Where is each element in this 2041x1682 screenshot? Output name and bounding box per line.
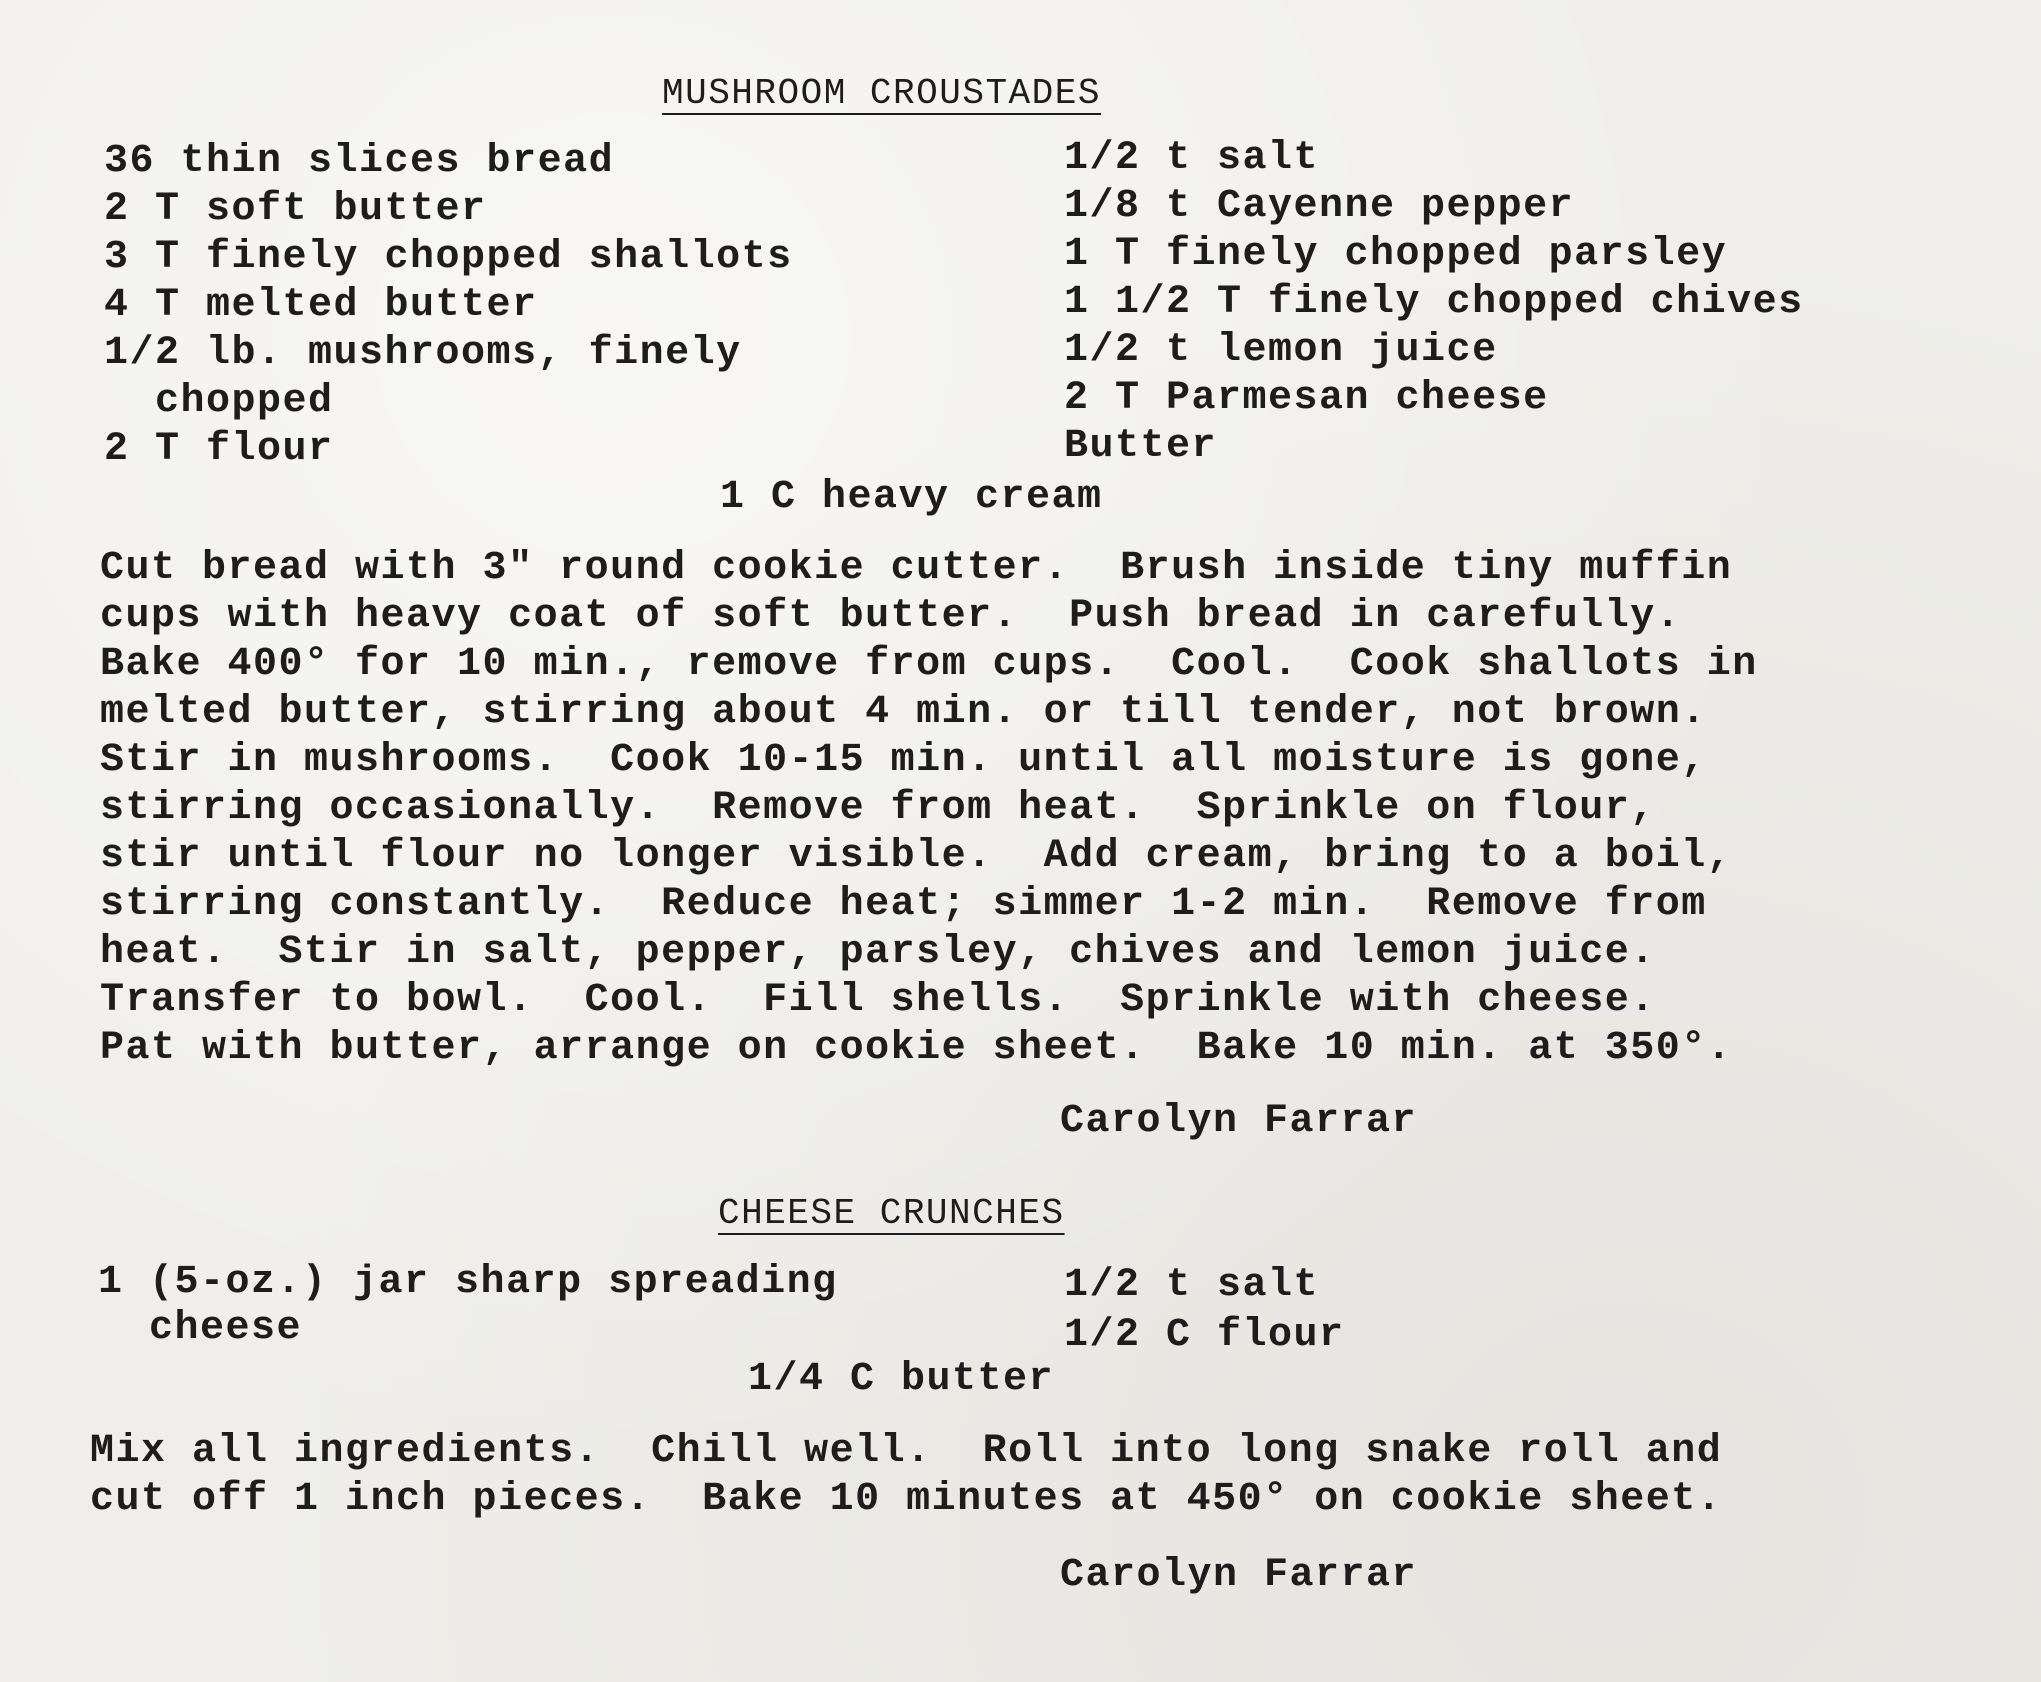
ingredient-item: 1 1/2 T finely chopped chives	[1064, 280, 1804, 325]
ingredient-item: cheese	[98, 1306, 303, 1351]
ingredient-item-center: 1 C heavy cream	[720, 475, 1103, 520]
direction-line: melted butter, stirring about 4 min. or till tender, not brown.	[100, 690, 1707, 735]
direction-line: Cut bread with 3" round cookie cutter. Brush inside tiny muffin	[100, 546, 1733, 591]
ingredient-item: chopped	[104, 379, 334, 424]
direction-line: Transfer to bowl. Cool. Fill shells. Sprinkle with cheese.	[100, 978, 1656, 1023]
recipe-title: CHEESE CRUNCHES	[718, 1193, 1065, 1234]
direction-line: Bake 400° for 10 min., remove from cups. Cool. Cook shallots in	[100, 642, 1758, 687]
ingredient-item: 1/2 t salt	[1064, 136, 1320, 181]
direction-line: stirring constantly. Reduce heat; simmer 1-2 min. Remove from	[100, 882, 1707, 927]
direction-line: heat. Stir in salt, pepper, parsley, chives and lemon juice.	[100, 930, 1656, 975]
ingredient-item-center: 1/4 C butter	[748, 1357, 1055, 1402]
ingredient-item: 36 thin slices bread	[104, 139, 615, 184]
recipe-author: Carolyn Farrar	[1060, 1553, 1418, 1598]
ingredient-item: 3 T finely chopped shallots	[104, 235, 793, 280]
direction-line: Stir in mushrooms. Cook 10-15 min. until all moisture is gone,	[100, 738, 1707, 783]
ingredient-item: 4 T melted butter	[104, 283, 538, 328]
ingredient-item: 1/8 t Cayenne pepper	[1064, 184, 1575, 229]
ingredient-item: 1/2 t lemon juice	[1064, 328, 1498, 373]
recipe-title: MUSHROOM CROUSTADES	[662, 73, 1101, 114]
ingredient-item: 1 (5-oz.) jar sharp spreading	[98, 1260, 838, 1305]
ingredient-item: Butter	[1064, 424, 1218, 469]
ingredient-item: 2 T soft butter	[104, 187, 487, 232]
ingredient-item: 2 T Parmesan cheese	[1064, 376, 1549, 421]
ingredient-item: 1/2 t salt	[1064, 1263, 1320, 1308]
direction-line: cut off 1 inch pieces. Bake 10 minutes at 450° on cookie sheet.	[90, 1477, 1723, 1522]
ingredient-item: 2 T flour	[104, 427, 334, 472]
ingredient-item: 1/2 C flour	[1064, 1313, 1345, 1358]
direction-line: Mix all ingredients. Chill well. Roll into long snake roll and	[90, 1429, 1723, 1474]
direction-line: stirring occasionally. Remove from heat. Sprinkle on flour,	[100, 786, 1656, 831]
ingredient-item: 1/2 lb. mushrooms, finely	[104, 331, 742, 376]
recipe-author: Carolyn Farrar	[1060, 1099, 1418, 1144]
direction-line: cups with heavy coat of soft butter. Push bread in carefully.	[100, 594, 1682, 639]
direction-line: Pat with butter, arrange on cookie sheet. Bake 10 min. at 350°.	[100, 1026, 1733, 1071]
ingredient-item: 1 T finely chopped parsley	[1064, 232, 1728, 277]
direction-line: stir until flour no longer visible. Add cream, bring to a boil,	[100, 834, 1733, 879]
